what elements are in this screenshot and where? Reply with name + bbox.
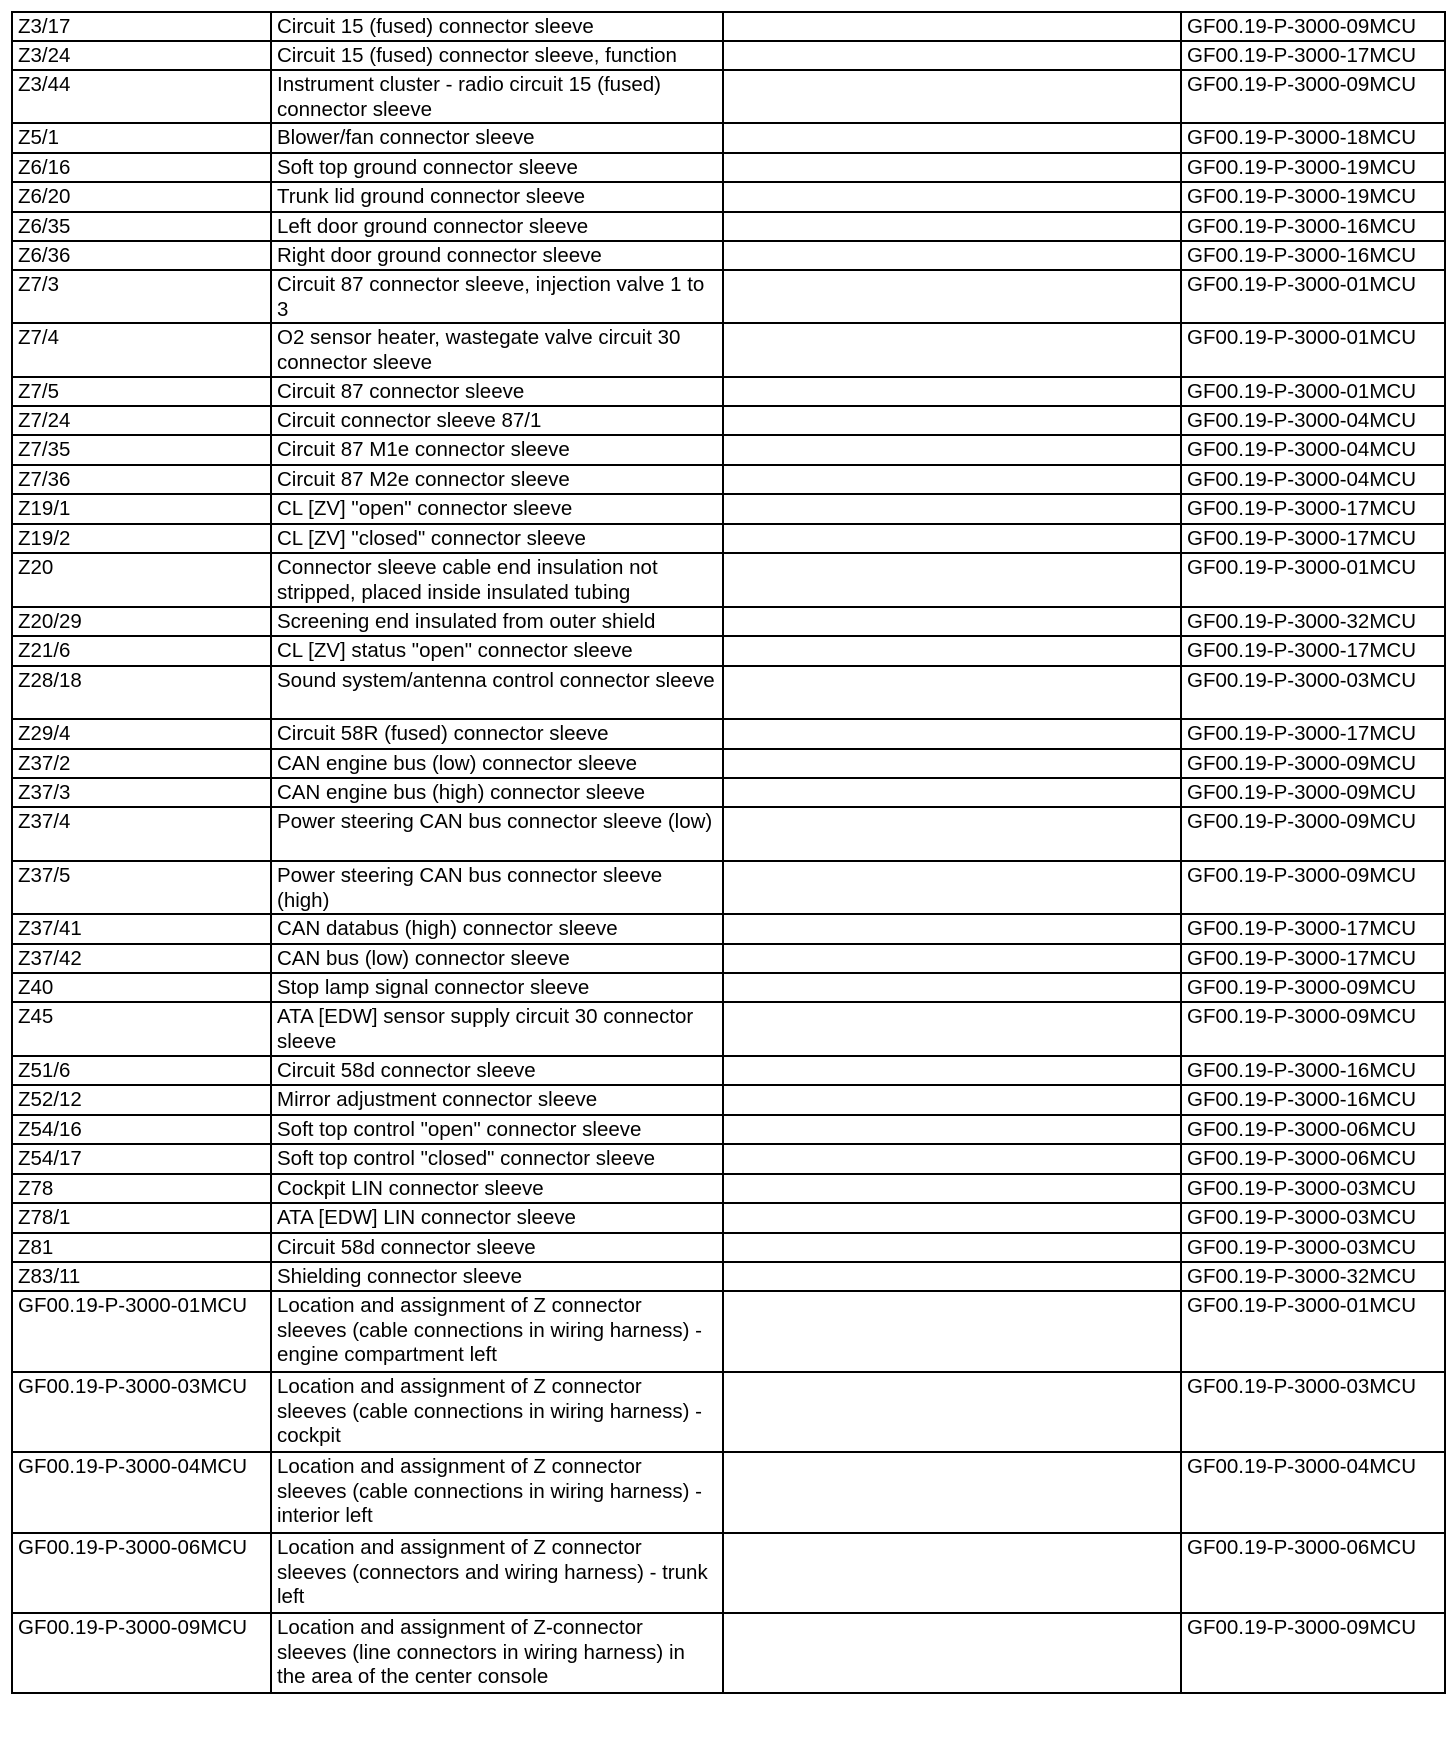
table-row	[12, 494, 1445, 524]
table-row	[12, 1002, 1445, 1056]
cell-code: Z83/11	[12, 1262, 271, 1291]
cell-note	[723, 749, 1181, 778]
cell-code: Z29/4	[12, 719, 271, 749]
table-row	[12, 719, 1445, 749]
cell-code: Z54/17	[12, 1144, 271, 1174]
cell-note	[723, 807, 1181, 861]
cell-note	[723, 1233, 1181, 1262]
table-row	[12, 241, 1445, 270]
cell-description: Location and assignment of Z connector sleeves (cable connections in wiring harness) - cockpit	[271, 1372, 723, 1452]
table-row	[12, 1174, 1445, 1203]
cell-description: Circuit 15 (fused) connector sleeve, function	[271, 41, 723, 70]
cell-code: Z7/36	[12, 465, 271, 494]
cell-code: Z21/6	[12, 636, 271, 666]
cell-code: Z6/35	[12, 212, 271, 241]
cell-description: CAN bus (low) connector sleeve	[271, 944, 723, 973]
cell-reference: GF00.19-P-3000-16MCU	[1181, 1056, 1445, 1085]
cell-description: Power steering CAN bus connector sleeve (high)	[271, 861, 723, 914]
cell-note	[723, 636, 1181, 666]
cell-reference: GF00.19-P-3000-04MCU	[1181, 465, 1445, 494]
cell-code: GF00.19-P-3000-01MCU	[12, 1291, 271, 1372]
table-row	[12, 1372, 1445, 1452]
cell-description: Stop lamp signal connector sleeve	[271, 973, 723, 1002]
cell-note	[723, 41, 1181, 70]
cell-note	[723, 323, 1181, 377]
cell-description: Shielding connector sleeve	[271, 1262, 723, 1291]
cell-reference: GF00.19-P-3000-17MCU	[1181, 494, 1445, 524]
cell-note	[723, 12, 1181, 41]
cell-code: GF00.19-P-3000-03MCU	[12, 1372, 271, 1452]
cell-note	[723, 153, 1181, 182]
cell-note	[723, 406, 1181, 435]
cell-note	[723, 778, 1181, 807]
cell-note	[723, 914, 1181, 944]
table-row	[12, 270, 1445, 323]
cell-description: CAN databus (high) connector sleeve	[271, 914, 723, 944]
cell-note	[723, 1115, 1181, 1144]
table-row	[12, 1613, 1445, 1693]
cell-description: Location and assignment of Z connector sleeves (cable connections in wiring harness) - engine compartment left	[271, 1291, 723, 1372]
cell-reference: GF00.19-P-3000-18MCU	[1181, 123, 1445, 153]
cell-code: Z5/1	[12, 123, 271, 153]
table-body	[12, 12, 1445, 1693]
cell-note	[723, 719, 1181, 749]
cell-note	[723, 435, 1181, 465]
cell-description: Circuit 58R (fused) connector sleeve	[271, 719, 723, 749]
cell-description: Location and assignment of Z connector sleeves (cable connections in wiring harness) - interior left	[271, 1452, 723, 1533]
connector-sleeve-table	[11, 11, 1446, 1694]
cell-note	[723, 1056, 1181, 1085]
cell-reference: GF00.19-P-3000-01MCU	[1181, 323, 1445, 377]
cell-description: CAN engine bus (low) connector sleeve	[271, 749, 723, 778]
table-row	[12, 182, 1445, 212]
cell-note	[723, 1085, 1181, 1115]
cell-note	[723, 524, 1181, 553]
cell-note	[723, 553, 1181, 607]
cell-reference: GF00.19-P-3000-01MCU	[1181, 1291, 1445, 1372]
table-row	[12, 666, 1445, 719]
cell-note	[723, 377, 1181, 406]
cell-note	[723, 1262, 1181, 1291]
cell-description: Circuit 58d connector sleeve	[271, 1056, 723, 1085]
table-row	[12, 377, 1445, 406]
cell-reference: GF00.19-P-3000-09MCU	[1181, 1002, 1445, 1056]
cell-note	[723, 70, 1181, 123]
table-row	[12, 1452, 1445, 1533]
table-row	[12, 1115, 1445, 1144]
table-row	[12, 1144, 1445, 1174]
cell-code: Z7/3	[12, 270, 271, 323]
table-row	[12, 1233, 1445, 1262]
cell-description: Blower/fan connector sleeve	[271, 123, 723, 153]
cell-code: Z37/42	[12, 944, 271, 973]
cell-reference: GF00.19-P-3000-09MCU	[1181, 973, 1445, 1002]
cell-description: Cockpit LIN connector sleeve	[271, 1174, 723, 1203]
cell-description: CL [ZV] status "open" connector sleeve	[271, 636, 723, 666]
cell-description: CAN engine bus (high) connector sleeve	[271, 778, 723, 807]
cell-description: O2 sensor heater, wastegate valve circuit 30 connector sleeve	[271, 323, 723, 377]
cell-reference: GF00.19-P-3000-09MCU	[1181, 749, 1445, 778]
cell-code: Z19/1	[12, 494, 271, 524]
table-row	[12, 212, 1445, 241]
cell-code: Z45	[12, 1002, 271, 1056]
cell-description: Right door ground connector sleeve	[271, 241, 723, 270]
cell-note	[723, 1452, 1181, 1533]
cell-reference: GF00.19-P-3000-09MCU	[1181, 778, 1445, 807]
cell-note	[723, 944, 1181, 973]
cell-description: Location and assignment of Z-connector sleeves (line connectors in wiring harness) in the area of the center console	[271, 1613, 723, 1693]
cell-description: Circuit 87 connector sleeve	[271, 377, 723, 406]
cell-reference: GF00.19-P-3000-03MCU	[1181, 1233, 1445, 1262]
table-row	[12, 41, 1445, 70]
cell-reference: GF00.19-P-3000-03MCU	[1181, 666, 1445, 719]
table-row	[12, 1533, 1445, 1613]
cell-reference: GF00.19-P-3000-16MCU	[1181, 1085, 1445, 1115]
table-row	[12, 607, 1445, 636]
cell-reference: GF00.19-P-3000-06MCU	[1181, 1144, 1445, 1174]
cell-reference: GF00.19-P-3000-03MCU	[1181, 1174, 1445, 1203]
cell-description: Connector sleeve cable end insulation not stripped, placed inside insulated tubing	[271, 553, 723, 607]
cell-code: Z3/17	[12, 12, 271, 41]
table-row	[12, 435, 1445, 465]
cell-note	[723, 973, 1181, 1002]
cell-code: Z37/2	[12, 749, 271, 778]
cell-reference: GF00.19-P-3000-19MCU	[1181, 182, 1445, 212]
cell-description: Soft top ground connector sleeve	[271, 153, 723, 182]
cell-note	[723, 1144, 1181, 1174]
cell-reference: GF00.19-P-3000-17MCU	[1181, 524, 1445, 553]
cell-code: Z54/16	[12, 1115, 271, 1144]
cell-code: Z51/6	[12, 1056, 271, 1085]
cell-code: Z81	[12, 1233, 271, 1262]
table-row	[12, 524, 1445, 553]
cell-reference: GF00.19-P-3000-01MCU	[1181, 270, 1445, 323]
cell-reference: GF00.19-P-3000-17MCU	[1181, 944, 1445, 973]
table-row	[12, 778, 1445, 807]
cell-description: ATA [EDW] LIN connector sleeve	[271, 1203, 723, 1233]
cell-note	[723, 1203, 1181, 1233]
table-row	[12, 1085, 1445, 1115]
cell-reference: GF00.19-P-3000-32MCU	[1181, 1262, 1445, 1291]
table-row	[12, 636, 1445, 666]
cell-description: Location and assignment of Z connector sleeves (connectors and wiring harness) - trunk left	[271, 1533, 723, 1613]
cell-description: Left door ground connector sleeve	[271, 212, 723, 241]
cell-code: Z6/16	[12, 153, 271, 182]
cell-note	[723, 212, 1181, 241]
cell-code: Z20/29	[12, 607, 271, 636]
cell-note	[723, 123, 1181, 153]
cell-reference: GF00.19-P-3000-03MCU	[1181, 1372, 1445, 1452]
cell-description: Soft top control "closed" connector sleeve	[271, 1144, 723, 1174]
table-row	[12, 944, 1445, 973]
cell-code: Z37/41	[12, 914, 271, 944]
cell-reference: GF00.19-P-3000-32MCU	[1181, 607, 1445, 636]
cell-code: Z37/5	[12, 861, 271, 914]
cell-reference: GF00.19-P-3000-17MCU	[1181, 41, 1445, 70]
cell-note	[723, 666, 1181, 719]
cell-note	[723, 494, 1181, 524]
cell-code: GF00.19-P-3000-09MCU	[12, 1613, 271, 1693]
cell-code: Z28/18	[12, 666, 271, 719]
cell-code: Z7/24	[12, 406, 271, 435]
cell-reference: GF00.19-P-3000-01MCU	[1181, 553, 1445, 607]
cell-reference: GF00.19-P-3000-09MCU	[1181, 1613, 1445, 1693]
table-row	[12, 1056, 1445, 1085]
cell-code: GF00.19-P-3000-04MCU	[12, 1452, 271, 1533]
cell-note	[723, 270, 1181, 323]
cell-note	[723, 861, 1181, 914]
cell-reference: GF00.19-P-3000-09MCU	[1181, 807, 1445, 861]
cell-description: CL [ZV] "closed" connector sleeve	[271, 524, 723, 553]
cell-reference: GF00.19-P-3000-01MCU	[1181, 377, 1445, 406]
table-row	[12, 553, 1445, 607]
cell-reference: GF00.19-P-3000-03MCU	[1181, 1203, 1445, 1233]
cell-reference: GF00.19-P-3000-09MCU	[1181, 12, 1445, 41]
cell-code: Z3/44	[12, 70, 271, 123]
cell-code: Z52/12	[12, 1085, 271, 1115]
cell-code: Z3/24	[12, 41, 271, 70]
cell-code: Z37/3	[12, 778, 271, 807]
cell-code: Z19/2	[12, 524, 271, 553]
cell-description: Sound system/antenna control connector sleeve	[271, 666, 723, 719]
cell-note	[723, 1002, 1181, 1056]
table-row	[12, 807, 1445, 861]
cell-reference: GF00.19-P-3000-04MCU	[1181, 1452, 1445, 1533]
cell-reference: GF00.19-P-3000-16MCU	[1181, 212, 1445, 241]
cell-code: Z6/20	[12, 182, 271, 212]
cell-code: Z7/5	[12, 377, 271, 406]
cell-description: Circuit 87 M2e connector sleeve	[271, 465, 723, 494]
cell-code: Z6/36	[12, 241, 271, 270]
cell-description: Mirror adjustment connector sleeve	[271, 1085, 723, 1115]
cell-description: Circuit 87 M1e connector sleeve	[271, 435, 723, 465]
table-row	[12, 153, 1445, 182]
cell-description: Instrument cluster - radio circuit 15 (fused) connector sleeve	[271, 70, 723, 123]
cell-reference: GF00.19-P-3000-17MCU	[1181, 636, 1445, 666]
cell-reference: GF00.19-P-3000-19MCU	[1181, 153, 1445, 182]
table-row	[12, 861, 1445, 914]
cell-code: Z7/4	[12, 323, 271, 377]
table-row	[12, 323, 1445, 377]
cell-note	[723, 607, 1181, 636]
cell-reference: GF00.19-P-3000-09MCU	[1181, 861, 1445, 914]
cell-reference: GF00.19-P-3000-17MCU	[1181, 914, 1445, 944]
cell-note	[723, 465, 1181, 494]
cell-note	[723, 1372, 1181, 1452]
cell-description: Soft top control "open" connector sleeve	[271, 1115, 723, 1144]
cell-code: Z20	[12, 553, 271, 607]
cell-description: Screening end insulated from outer shield	[271, 607, 723, 636]
cell-code: Z78/1	[12, 1203, 271, 1233]
cell-description: ATA [EDW] sensor supply circuit 30 connector sleeve	[271, 1002, 723, 1056]
table-row	[12, 70, 1445, 123]
cell-note	[723, 182, 1181, 212]
table-row	[12, 1203, 1445, 1233]
cell-description: Circuit connector sleeve 87/1	[271, 406, 723, 435]
cell-reference: GF00.19-P-3000-04MCU	[1181, 435, 1445, 465]
table-row	[12, 749, 1445, 778]
cell-reference: GF00.19-P-3000-16MCU	[1181, 241, 1445, 270]
table-row	[12, 1291, 1445, 1372]
cell-note	[723, 1174, 1181, 1203]
cell-code: Z37/4	[12, 807, 271, 861]
cell-reference: GF00.19-P-3000-04MCU	[1181, 406, 1445, 435]
table-row	[12, 1262, 1445, 1291]
cell-reference: GF00.19-P-3000-17MCU	[1181, 719, 1445, 749]
table-row	[12, 973, 1445, 1002]
cell-note	[723, 1613, 1181, 1693]
table-row	[12, 123, 1445, 153]
cell-note	[723, 241, 1181, 270]
cell-code: Z78	[12, 1174, 271, 1203]
table-row	[12, 406, 1445, 435]
cell-note	[723, 1533, 1181, 1613]
cell-code: GF00.19-P-3000-06MCU	[12, 1533, 271, 1613]
table-row	[12, 12, 1445, 41]
cell-reference: GF00.19-P-3000-06MCU	[1181, 1533, 1445, 1613]
cell-description: Trunk lid ground connector sleeve	[271, 182, 723, 212]
cell-description: Power steering CAN bus connector sleeve (low)	[271, 807, 723, 861]
table-row	[12, 465, 1445, 494]
cell-code: Z7/35	[12, 435, 271, 465]
cell-reference: GF00.19-P-3000-06MCU	[1181, 1115, 1445, 1144]
cell-description: Circuit 87 connector sleeve, injection valve 1 to 3	[271, 270, 723, 323]
cell-note	[723, 1291, 1181, 1372]
table-row	[12, 914, 1445, 944]
cell-description: Circuit 58d connector sleeve	[271, 1233, 723, 1262]
cell-description: Circuit 15 (fused) connector sleeve	[271, 12, 723, 41]
cell-reference: GF00.19-P-3000-09MCU	[1181, 70, 1445, 123]
cell-description: CL [ZV] "open" connector sleeve	[271, 494, 723, 524]
cell-code: Z40	[12, 973, 271, 1002]
